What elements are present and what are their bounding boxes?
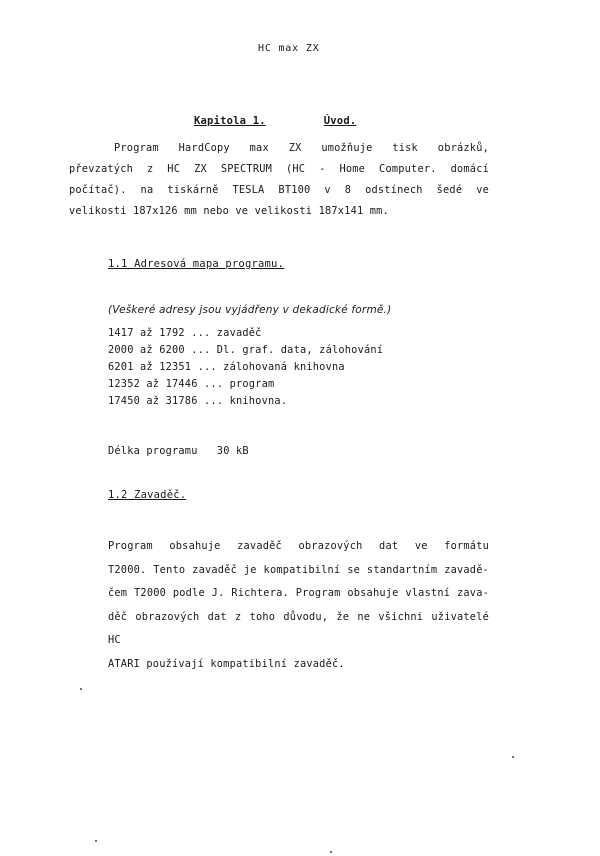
address-note: (Veškeré adresy jsou vyjádřeny v dekadické formě.) xyxy=(108,304,392,316)
scan-speck xyxy=(512,756,514,758)
intro-line: převzatých z HC ZX SPECTRUM (HC - Home Computer. domácí xyxy=(69,163,489,175)
address-map-entry: 17450 až 31786 ... knihovna. xyxy=(108,395,288,407)
loader-line: Program obsahuje zavaděč obrazových dat ve formátu xyxy=(108,540,489,552)
chapter-number: Kapitola 1. xyxy=(194,115,266,127)
section-1-1-title: 1.1 Adresová mapa programu. xyxy=(108,258,285,270)
program-length xyxy=(108,445,249,457)
intro-paragraph xyxy=(69,138,489,222)
loader-paragraph xyxy=(69,535,489,676)
intro-line: Program HardCopy max ZX umožňuje tisk obrázků, xyxy=(114,142,489,154)
address-map-list xyxy=(108,325,383,410)
scan-speck xyxy=(95,840,97,842)
chapter-title: Úvod. xyxy=(323,115,357,127)
scan-speck xyxy=(330,851,332,853)
intro-line: počítač). na tiskárně TESLA BT100 v 8 odstínech šedé ve xyxy=(69,184,489,196)
intro-line: velikosti 187x126 mm nebo ve velikosti 187x141 mm. xyxy=(69,205,389,217)
program-length-value: 30 kB xyxy=(216,445,249,457)
loader-line: ATARI používají kompatibilní zavaděč. xyxy=(108,657,345,670)
address-map-entry: 6201 až 12351 ... zálohovaná knihovna xyxy=(108,361,345,373)
address-map-entry: 12352 až 17446 ... program xyxy=(108,378,275,390)
scan-speck xyxy=(80,688,82,690)
section-1-2-title: 1.2 Zavaděč. xyxy=(108,489,187,501)
page-header: HC max ZX xyxy=(258,43,320,54)
program-length-label: Délka programu xyxy=(108,445,198,457)
loader-line: děč obrazových dat z toho důvodu, že ne všichni uživatelé HC xyxy=(108,610,489,646)
loader-line: T2000. Tento zavaděč je kompatibilní se standartním zavadě- xyxy=(108,563,489,576)
chapter-heading xyxy=(194,115,356,127)
loader-line: čem T2000 podle J. Richtera. Program obsahuje vlastní zava- xyxy=(108,587,489,599)
address-map-entry: 1417 až 1792 ... zavaděč xyxy=(108,327,262,339)
address-map-entry: 2000 až 6200 ... Dl. graf. data, zálohování xyxy=(108,344,384,356)
